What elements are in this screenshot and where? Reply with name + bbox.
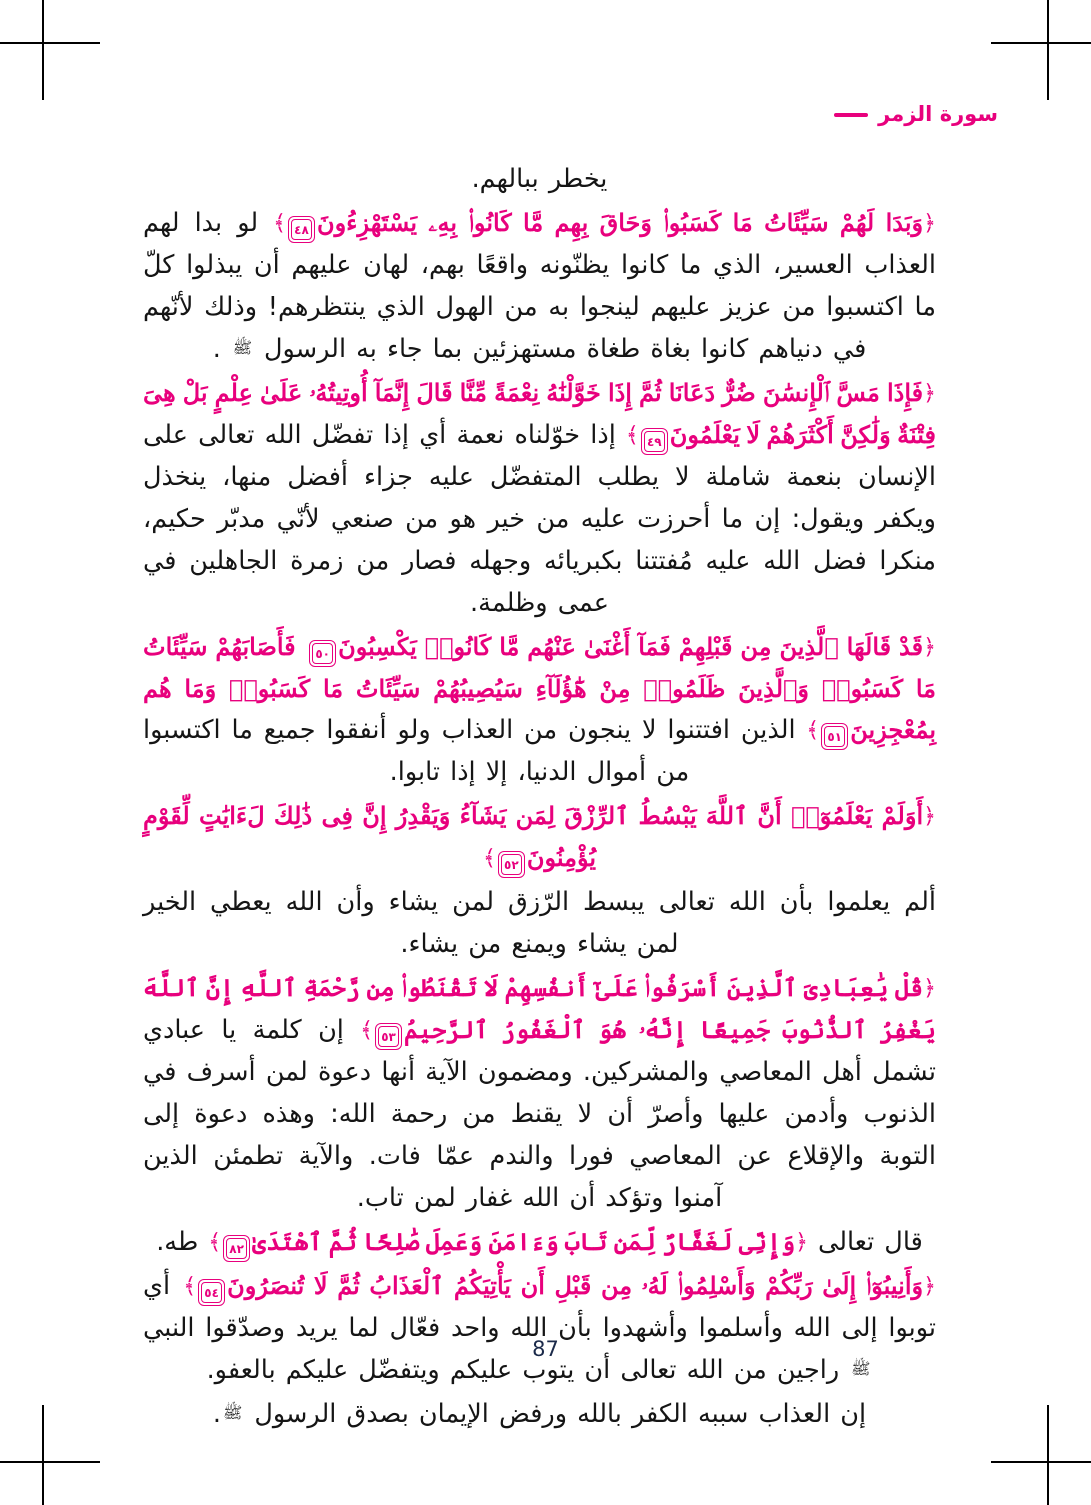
- ayah-number-medallion: ٥٠: [309, 640, 336, 667]
- running-head-rule: [834, 113, 868, 117]
- ayah-number-medallion: ٤٩: [641, 428, 668, 455]
- ayah-bracket-open: ﴿: [923, 804, 936, 829]
- ayah-number-medallion: ٥٤: [198, 1279, 225, 1306]
- surah-reference: طه.: [156, 1227, 199, 1257]
- text-block: [143, 372, 936, 624]
- ayah-bracket-open: ﴿: [923, 635, 936, 660]
- ayah-bracket-close: ﴾: [625, 423, 639, 448]
- ayah-bracket-close: ﴾: [273, 211, 286, 236]
- quran-verse-text: فَإِذَا مَسَّ ٱلْإِنسَٰنَ ضُرٌّ دَعَانَا ثُمَّ إِذَا خَوَّلْنَٰهُ نِعْمَةً مِّنَّا قَالَ إِنَّمَآ أُوتِيتُهُۥ عَلَىٰ عِلْمٍ بَلْ هِىَ فِتْنَةٌ وَلَٰكِنَّ أَكْثَرَهُمْ لَا يَعْلَمُونَ: [143, 378, 936, 449]
- text-block: [143, 1265, 936, 1391]
- text-block: [143, 158, 936, 200]
- ayah-bracket-open: ﴿: [795, 1230, 809, 1255]
- ayah-number-medallion: ٥٢: [498, 851, 525, 878]
- crop-mark-top-left-horizontal: [0, 42, 100, 44]
- ayah-bracket-open: ﴿: [923, 211, 936, 236]
- ayah-bracket-close: ﴾: [183, 1274, 197, 1299]
- commentary-text-tail: .: [212, 1399, 222, 1429]
- ayah-bracket-close: ﴾: [360, 1018, 374, 1043]
- text-block: [143, 881, 936, 965]
- commentary-text: إن كلمة يا عبادي تشمل أهل المعاصي والمشركين. ومضمون الآية أنها دعوة لمن أسرف في الذنوب وأدمن عليها وأصرّ أن لا يقنط من رحمة الله: وهذه دعوة إلى التوبة والإقلاع عن المعاصي فورا والندم عمّا فات. والآية تطمئن الذين آمنوا وتؤكد أن الله غفار لمن تاب.: [143, 1015, 936, 1213]
- quran-verse-text-2: فَأَصَابَهُمْ سَيِّئَاتُ مَا كَسَبُوا۟ وَٱلَّذِينَ ظَلَمُوا۟ مِنْ هَٰٓؤُلَآءِ سَيُصِيبُهُمْ سَيِّئَاتُ مَا كَسَبُوا۟ وَمَا هُم بِمُعْجِزِينَ: [143, 632, 937, 744]
- commentary-text: الذين افتتنوا لا ينجون من العذاب ولو أنفقوا جميع ما اكتسبوا من أموال الدنيا، إلا إذا تابوا.: [143, 715, 796, 787]
- text-block: [143, 795, 936, 879]
- quran-verse-text: أَوَلَمْ يَعْلَمُوٓا۟ أَنَّ ٱللَّهَ يَبْسُطُ ٱلرِّزْقَ لِمَن يَشَآءُ وَيَقْدِرُ إِنَّ فِى ذَٰلِكَ لَءَايَٰتٍ لِّقَوْمٍ يُؤْمِنُونَ: [143, 801, 924, 872]
- quran-verse-text: قَدْ قَالَهَا ٱلَّذِينَ مِن قَبْلِهِمْ فَمَآ أَغْنَىٰ عَنْهُم مَّا كَانُوا۟ يَكْسِبُونَ: [338, 632, 924, 661]
- sallallahu-alayhi-wasallam-icon: ﷺ: [232, 338, 253, 357]
- text-block: [143, 1221, 936, 1263]
- surah-title: سورة الزمر: [878, 102, 998, 126]
- commentary-text-tail: راجين من الله تعالى أن يتوب عليكم ويتفضّل عليكم بالعفو.: [206, 1355, 840, 1385]
- page-number: 87: [532, 1337, 559, 1361]
- crop-mark-bottom-right-horizontal: [991, 1461, 1091, 1463]
- ayah-number-medallion: ٥١: [821, 723, 848, 750]
- text-block: [143, 202, 936, 370]
- ayah-bracket-open: ﴿: [923, 976, 936, 1001]
- commentary-text: يخطر ببالهم.: [471, 164, 608, 194]
- ayah-bracket-open: ﴿: [923, 1274, 936, 1299]
- commentary-text: أي توبوا إلى الله وأسلموا وأشهدوا بأن الله واحد فعّال لما يريد وصدّقوا النبي: [143, 1271, 936, 1343]
- quran-verse-text: وَإِنِّى لَغَفَّارٌ لِّمَن تَابَ وَءَامَنَ وَعَمِلَ صَٰلِحًا ثُمَّ ٱهْتَدَىٰ: [252, 1227, 796, 1256]
- text-column: [143, 158, 936, 1437]
- commentary-lead-in: قال تعالى: [818, 1227, 923, 1257]
- sallallahu-alayhi-wasallam-icon: ﷺ: [223, 1403, 243, 1422]
- crop-mark-bottom-left-vertical: [42, 1405, 44, 1505]
- text-block: [143, 626, 936, 793]
- quran-verse-text: قُلْ يَٰعِبَادِىَ ٱلَّذِينَ أَسْرَفُوا۟ عَلَىٰٓ أَنفُسِهِمْ لَا تَقْنَطُوا۟ مِن رَّحْمَةِ ٱللَّهِ إِنَّ ٱللَّهَ يَغْفِرُ ٱلذُّنُوبَ جَمِيعًا إِنَّهُۥ هُوَ ٱلْغَفُورُ ٱلرَّحِيمُ: [143, 973, 936, 1044]
- crop-mark-bottom-left-horizontal: [0, 1461, 100, 1463]
- ayah-bracket-close: ﴾: [806, 718, 820, 743]
- commentary-text: إن العذاب سببه الكفر بالله ورفض الإيمان بصدق الرسول: [254, 1399, 867, 1429]
- quran-verse-text: وَأَنِيبُوٓا۟ إِلَىٰ رَبِّكُمْ وَأَسْلِمُوا۟ لَهُۥ مِن قَبْلِ أَن يَأْتِيَكُمُ ٱلْعَذَابُ ثُمَّ لَا تُنصَرُونَ: [227, 1271, 924, 1300]
- text-block: [143, 967, 936, 1219]
- text-block: [143, 1393, 936, 1435]
- ayah-number-medallion: ٥٣: [375, 1023, 402, 1050]
- crop-mark-top-right-vertical: [1047, 0, 1049, 100]
- crop-mark-bottom-right-vertical: [1047, 1405, 1049, 1505]
- crop-mark-top-right-horizontal: [991, 42, 1091, 44]
- commentary-text-tail: .: [212, 334, 221, 364]
- ayah-bracket-close: ﴾: [482, 846, 496, 871]
- ayah-bracket-open: ﴿: [923, 381, 936, 406]
- ayah-number-medallion: ٤٨: [288, 216, 315, 243]
- commentary-text: لو بدا لهم العذاب العسير، الذي ما كانوا يظنّونه واقعًا بهم، لهان عليهم أن يبذلوا كلّ ما اكتسبوا من عزيز عليهم لينجوا به من الهول الذي ينتظرهم! وذلك لأنّهم في دنياهم كانوا بغاة طغاة مستهزئين بما جاء به الرسول: [143, 208, 936, 364]
- ayah-number-medallion: ٨٢: [223, 1235, 250, 1262]
- commentary-text: ألم يعلموا بأن الله تعالى يبسط الرّزق لمن يشاء وأن الله يعطي الخير لمن يشاء ويمنع من يشاء.: [143, 887, 936, 959]
- sallallahu-alayhi-wasallam-icon: ﷺ: [851, 1359, 871, 1378]
- crop-mark-top-left-vertical: [42, 0, 44, 100]
- ayah-bracket-close: ﴾: [208, 1230, 222, 1255]
- quran-verse-text: وَبَدَا لَهُمْ سَيِّئَاتُ مَا كَسَبُوا۟ وَحَاقَ بِهِم مَّا كَانُوا۟ بِهِۦ يَسْتَهْزِءُونَ: [316, 208, 924, 237]
- running-head: [834, 104, 998, 125]
- commentary-text: إذا خوّلناه نعمة أي إذا تفضّل الله تعالى على الإنسان بنعمة شاملة لا يطلب المتفضّل عليه جزاء أفضل منها، ينخذل ويكفر ويقول: إن ما أحرزت عليه من خير هو من صنعي لأنّي مدبّر حكيم، منكرا فضل الله عليه مُفتتنا بكبريائه وجهله فصار من زمرة الجاهلين في عمى وظلمة.: [143, 420, 936, 618]
